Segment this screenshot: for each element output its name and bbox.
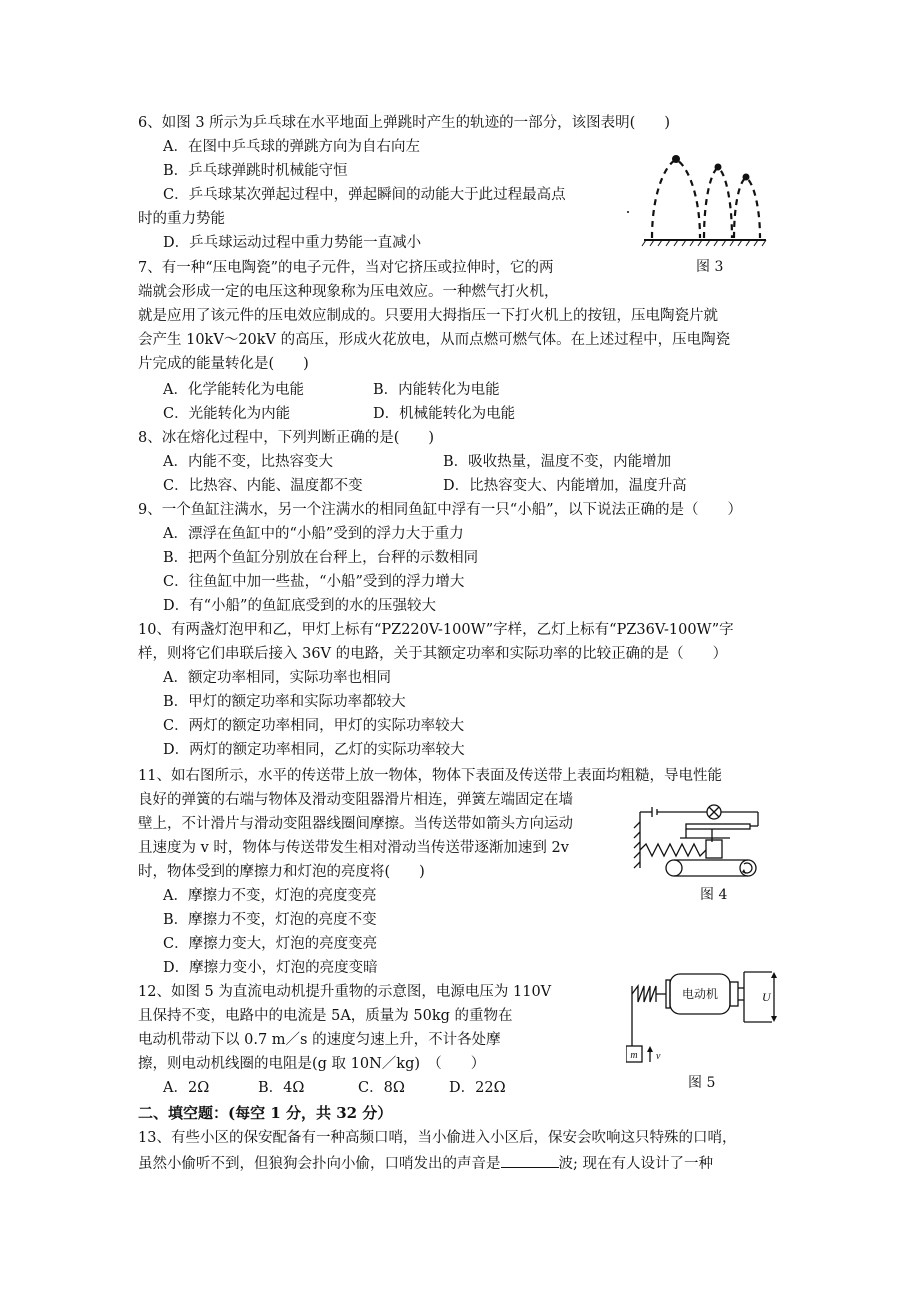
q11-line-5: 时，物体受到的摩擦力和灯泡的亮度将( )	[138, 864, 425, 880]
q8-option-d: D．比热容变大、内能增加，温度升高	[443, 478, 687, 494]
q7-line-4: 会产生 10kV～20kV 的高压，形成火花放电，从而点燃可燃气体。在上述过程中，压电陶瓷	[138, 332, 731, 348]
q7-option-c: C．光能转化为内能	[163, 406, 291, 422]
q6-option-a: A．在图中乒乓球的弹跳方向为自右向左	[163, 139, 420, 155]
q10-option-d: D．两灯的额定功率相同，乙灯的实际功率较大	[163, 742, 465, 758]
q12-line-1: 12、如图 5 为直流电动机提升重物的示意图，电源电压为 110V	[138, 984, 552, 1000]
figure-4-conveyor-circuit	[630, 798, 770, 882]
q10-option-c: C．两灯的额定功率相同，甲灯的实际功率较大	[163, 718, 465, 734]
q12-option-a: A．2Ω	[163, 1080, 210, 1096]
q7-option-a: A．化学能转化为电能	[163, 382, 304, 398]
q11-option-c: C．摩擦力变大，灯泡的亮度变亮	[163, 936, 378, 952]
q10-option-b: B．甲灯的额定功率和实际功率都较大	[163, 694, 406, 710]
figure-3-bounce-trajectory	[624, 148, 770, 248]
q8-option-c: C．比热容、内能、温度都不变	[163, 478, 363, 494]
q7-line-3: 就是应用了该元件的压电效应制成的。只要用大拇指压一下打火机上的按钮，压电陶瓷片就	[138, 308, 718, 324]
q8-stem: 8、冰在熔化过程中，下列判断正确的是( )	[138, 430, 435, 446]
q12-line-4: 擦，则电动机线圈的电阻是(g 取 10N／kg) （ ）	[138, 1056, 486, 1072]
q9-option-d: D．有“小船”的鱼缸底受到的水的压强较大	[163, 598, 436, 614]
q12-option-c: C．8Ω	[358, 1080, 405, 1096]
q11-option-a: A．摩擦力不变，灯泡的亮度变亮	[163, 888, 377, 904]
q7-line-2: 端就会形成一定的电压这种现象称为压电效应。一种燃气打火机，	[138, 284, 559, 300]
q10-line-1: 10、有两盏灯泡甲和乙，甲灯上标有“PZ220V-100W”字样，乙灯上标有“PZ36V-100W”字	[138, 622, 734, 638]
q7-option-b: B．内能转化为电能	[373, 382, 500, 398]
figure-5-caption: 图 5	[688, 1075, 716, 1091]
voltage-label: U	[762, 990, 771, 1004]
q12-line-2: 且保持不变，电路中的电流是 5A，质量为 50kg 的重物在	[138, 1008, 513, 1024]
q11-line-2: 良好的弹簧的右端与物体及滑动变阻器滑片相连，弹簧左端固定在墙	[138, 792, 573, 808]
q8-option-b: B．吸收热量，温度不变，内能增加	[443, 454, 672, 470]
q13-line-2-part-2: 波; 现在有人设计了一种	[558, 1156, 713, 1172]
q9-option-a: A．漂浮在鱼缸中的“小船”受到的浮力大于重力	[163, 526, 464, 542]
q9-stem: 9、一个鱼缸注满水，另一个注满水的相同鱼缸中浮有一只“小船”，以下说法正确的是（ ）	[138, 502, 743, 518]
q6-option-c-cont: 时的重力势能	[138, 211, 225, 227]
q11-option-b: B．摩擦力不变，灯泡的亮度不变	[163, 912, 377, 928]
q7-line-1: 7、有一种“压电陶瓷”的电子元件，当对它挤压或拉伸时，它的两	[138, 260, 554, 276]
q11-option-d: D．摩擦力变小，灯泡的亮度变暗	[163, 960, 378, 976]
q12-option-b: B．4Ω	[258, 1080, 305, 1096]
q6-option-d: D．乒乓球运动过程中重力势能一直减小	[163, 235, 422, 251]
q11-line-4: 且速度为 v 时，物体与传送带发生相对滑动当传送带逐渐加速到 2v	[138, 840, 569, 856]
q13-answer-blank[interactable]	[501, 1152, 559, 1168]
q9-option-c: C．往鱼缸中加一些盐，“小船”受到的浮力增大	[163, 574, 465, 590]
figure-3-caption: 图 3	[696, 259, 724, 275]
q10-line-2: 样，则将它们串联后接入 36V 的电路，关于其额定功率和实际功率的比较正确的是（ ）	[138, 646, 728, 662]
motor-label: 电动机	[681, 987, 719, 1001]
q6-stem: 6、如图 3 所示为乒乓球在水平地面上弹跳时产生的轨迹的一部分，该图表明( )	[138, 115, 670, 131]
q12-option-d: D．22Ω	[449, 1080, 506, 1096]
q12-line-3: 电动机带动下以 0.7 m／s 的速度匀速上升，不计各处摩	[138, 1032, 501, 1048]
q9-option-b: B．把两个鱼缸分别放在台秤上，台秤的示数相同	[163, 550, 479, 566]
q7-option-d: D．机械能转化为电能	[373, 406, 516, 422]
q11-line-3: 壁上，不计滑片与滑动变阻器线圈间摩擦。当传送带如箭头方向运动	[138, 816, 573, 832]
q6-option-b: B．乒乓球弹跳时机械能守恒	[163, 163, 348, 179]
q8-option-a: A．内能不变，比热容变大	[163, 454, 333, 470]
section-2-title: 二、填空题：(每空 1 分，共 32 分）	[138, 1104, 393, 1122]
figure-4-caption: 图 4	[700, 887, 728, 903]
mass-label: m	[630, 1050, 638, 1061]
q13-line-2-part-1: 虽然小偷听不到，但狼狗会扑向小偷，口哨发出的声音是	[138, 1156, 501, 1172]
velocity-label: v	[656, 1051, 661, 1062]
q7-line-5: 片完成的能量转化是( )	[138, 356, 309, 372]
q13-line-1: 13、有些小区的保安配备有一种高频口哨，当小偷进入小区后，保安会吹响这只特殊的口哨，	[138, 1130, 737, 1146]
q10-option-a: A．额定功率相同，实际功率也相同	[163, 670, 391, 686]
figure-5-motor-lift	[626, 968, 782, 1072]
q13-line-2	[138, 1152, 713, 1174]
q11-line-1: 11、如右图所示，水平的传送带上放一物体，物体下表面及传送带上表面均粗糙，导电性能	[138, 768, 722, 784]
q6-option-c: C．乒乓球某次弹起过程中，弹起瞬间的动能大于此过程最高点	[163, 187, 566, 203]
